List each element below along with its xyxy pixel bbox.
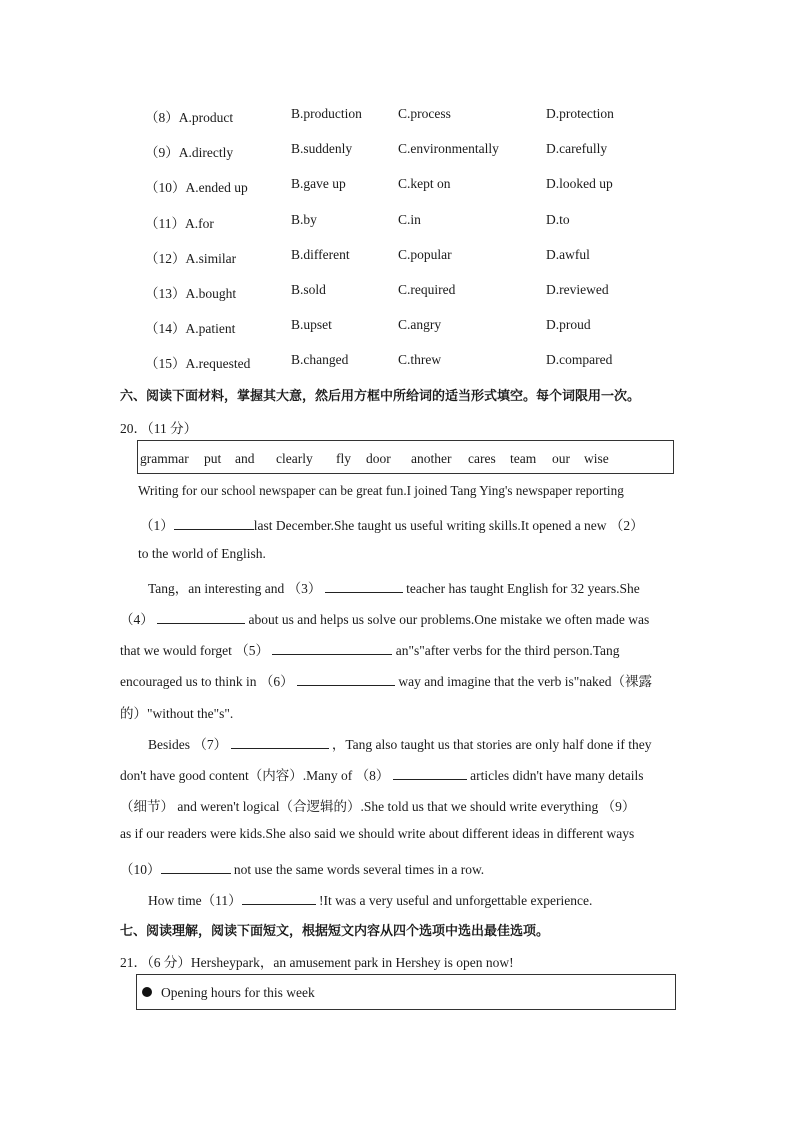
passage-line: How time（11） !It was a very useful and unforgettable experience. (148, 893, 593, 908)
section-6-heading: 六、阅读下面材料，掌握其大意，然后用方框中所给词的适当形式填空。每个词限用一次。 (120, 389, 641, 404)
passage-line: Tang，an interesting and （3） teacher has taught English for 32 years.She (148, 581, 640, 596)
option-row (0, 247, 794, 267)
option-a[interactable]: （11）A.for (145, 215, 214, 231)
passage-line: Besides （7） ，Tang also taught us that stories are only half done if they (148, 737, 652, 752)
option-b[interactable]: B.gave up (291, 176, 346, 192)
word-bank-item: door (366, 451, 391, 466)
passage-line: （4） about us and helps us solve our problems.One mistake we often made was (120, 612, 650, 627)
word-bank-item: fly (336, 451, 351, 466)
option-d[interactable]: D.looked up (546, 176, 613, 192)
passage-line: （细节） and weren't logical（合逻辑的）.She told us that we should write everything （9） (120, 799, 636, 814)
blank-8[interactable] (393, 767, 467, 780)
word-bank-item: our (552, 451, 570, 466)
option-d[interactable]: D.compared (546, 352, 613, 368)
option-d[interactable]: D.reviewed (546, 282, 609, 297)
option-b[interactable]: B.sold (291, 282, 326, 297)
word-bank-item: clearly (276, 451, 313, 466)
passage-line: 的）"without the"s". (120, 706, 234, 721)
option-c[interactable]: C.kept on (398, 176, 451, 192)
word-bank-item: and (235, 451, 255, 466)
passage-line: as if our readers were kids.She also said we should write about different ideas in different ways (120, 826, 635, 841)
word-bank-item: wise (584, 451, 609, 466)
bullet-icon (142, 987, 152, 997)
option-row (0, 282, 794, 302)
option-a[interactable]: （12）A.similar (145, 250, 237, 266)
passage-line: （1） last December.She taught us useful writing skills.It opened a new （2） (140, 518, 644, 533)
word-bank-item: grammar (140, 451, 189, 466)
option-d[interactable]: D.to (546, 211, 570, 227)
option-c[interactable]: C.environmentally (398, 141, 499, 157)
option-b[interactable]: B.different (291, 246, 350, 262)
option-b[interactable]: B.production (291, 106, 362, 121)
word-bank-item: another (411, 451, 452, 466)
option-a[interactable]: （15）A.requested (145, 356, 251, 372)
option-a[interactable]: （10）A.ended up (145, 180, 248, 196)
passage-line: that we would forget （5） an"s"after verbs for the third person.Tang (120, 643, 620, 658)
option-d[interactable]: D.carefully (546, 141, 608, 157)
option-b[interactable]: B.by (291, 211, 317, 227)
blank-11[interactable] (242, 892, 316, 905)
blank-6[interactable] (297, 673, 395, 686)
option-b[interactable]: B.changed (291, 352, 349, 368)
option-c[interactable]: C.required (398, 282, 456, 297)
word-bank-item: team (510, 451, 537, 466)
option-c[interactable]: C.threw (398, 352, 442, 368)
blank-7[interactable] (231, 736, 329, 749)
option-d[interactable]: D.protection (546, 106, 614, 121)
blank-1[interactable] (174, 517, 254, 530)
option-row (0, 212, 794, 232)
blank-10[interactable] (161, 861, 231, 874)
opening-hours-box (136, 974, 676, 1010)
option-row (0, 106, 794, 126)
option-row (0, 176, 794, 196)
option-a[interactable]: （9）A.directly (145, 145, 234, 161)
option-row (0, 141, 794, 161)
passage-line: don't have good content（内容）.Many of （8） articles didn't have many details (120, 768, 644, 783)
blank-3[interactable] (325, 580, 403, 593)
question-21-line: 21．（6 分）Hersheypark，an amusement park in Hershey is open now! (120, 955, 514, 970)
option-row (0, 317, 794, 337)
option-a[interactable]: （8）A.product (145, 110, 234, 125)
section-7-heading: 七、阅读理解，阅读下面短文，根据短文内容从四个选项中选出最佳选项。 (120, 924, 550, 939)
word-bank-item: cares (468, 451, 496, 466)
question-20-number: 20．（11 分） (120, 421, 198, 436)
option-row (0, 352, 794, 372)
option-d[interactable]: D.proud (546, 317, 591, 333)
option-d[interactable]: D.awful (546, 246, 590, 262)
blank-4[interactable] (157, 611, 245, 624)
option-b[interactable]: B.suddenly (291, 141, 353, 157)
option-c[interactable]: C.angry (398, 317, 442, 333)
passage-line: encouraged us to think in （6） way and imagine that the verb is"naked（裸露 (120, 674, 653, 689)
option-b[interactable]: B.upset (291, 317, 332, 333)
blank-5[interactable] (272, 642, 392, 655)
option-a[interactable]: （13）A.bought (145, 286, 237, 301)
word-bank-item: put (204, 451, 222, 466)
option-c[interactable]: C.popular (398, 246, 452, 262)
word-bank-box (137, 440, 674, 474)
passage-line: to the world of English. (138, 546, 266, 561)
option-c[interactable]: C.in (398, 211, 421, 227)
option-a[interactable]: （14）A.patient (145, 321, 236, 337)
passage-line: Writing for our school newspaper can be great fun.I joined Tang Ying's newspaper reporting (138, 483, 624, 498)
option-c[interactable]: C.process (398, 106, 451, 121)
passage-line: （10） not use the same words several times in a row. (120, 862, 485, 877)
opening-hours-label: Opening hours for this week (161, 985, 315, 1000)
